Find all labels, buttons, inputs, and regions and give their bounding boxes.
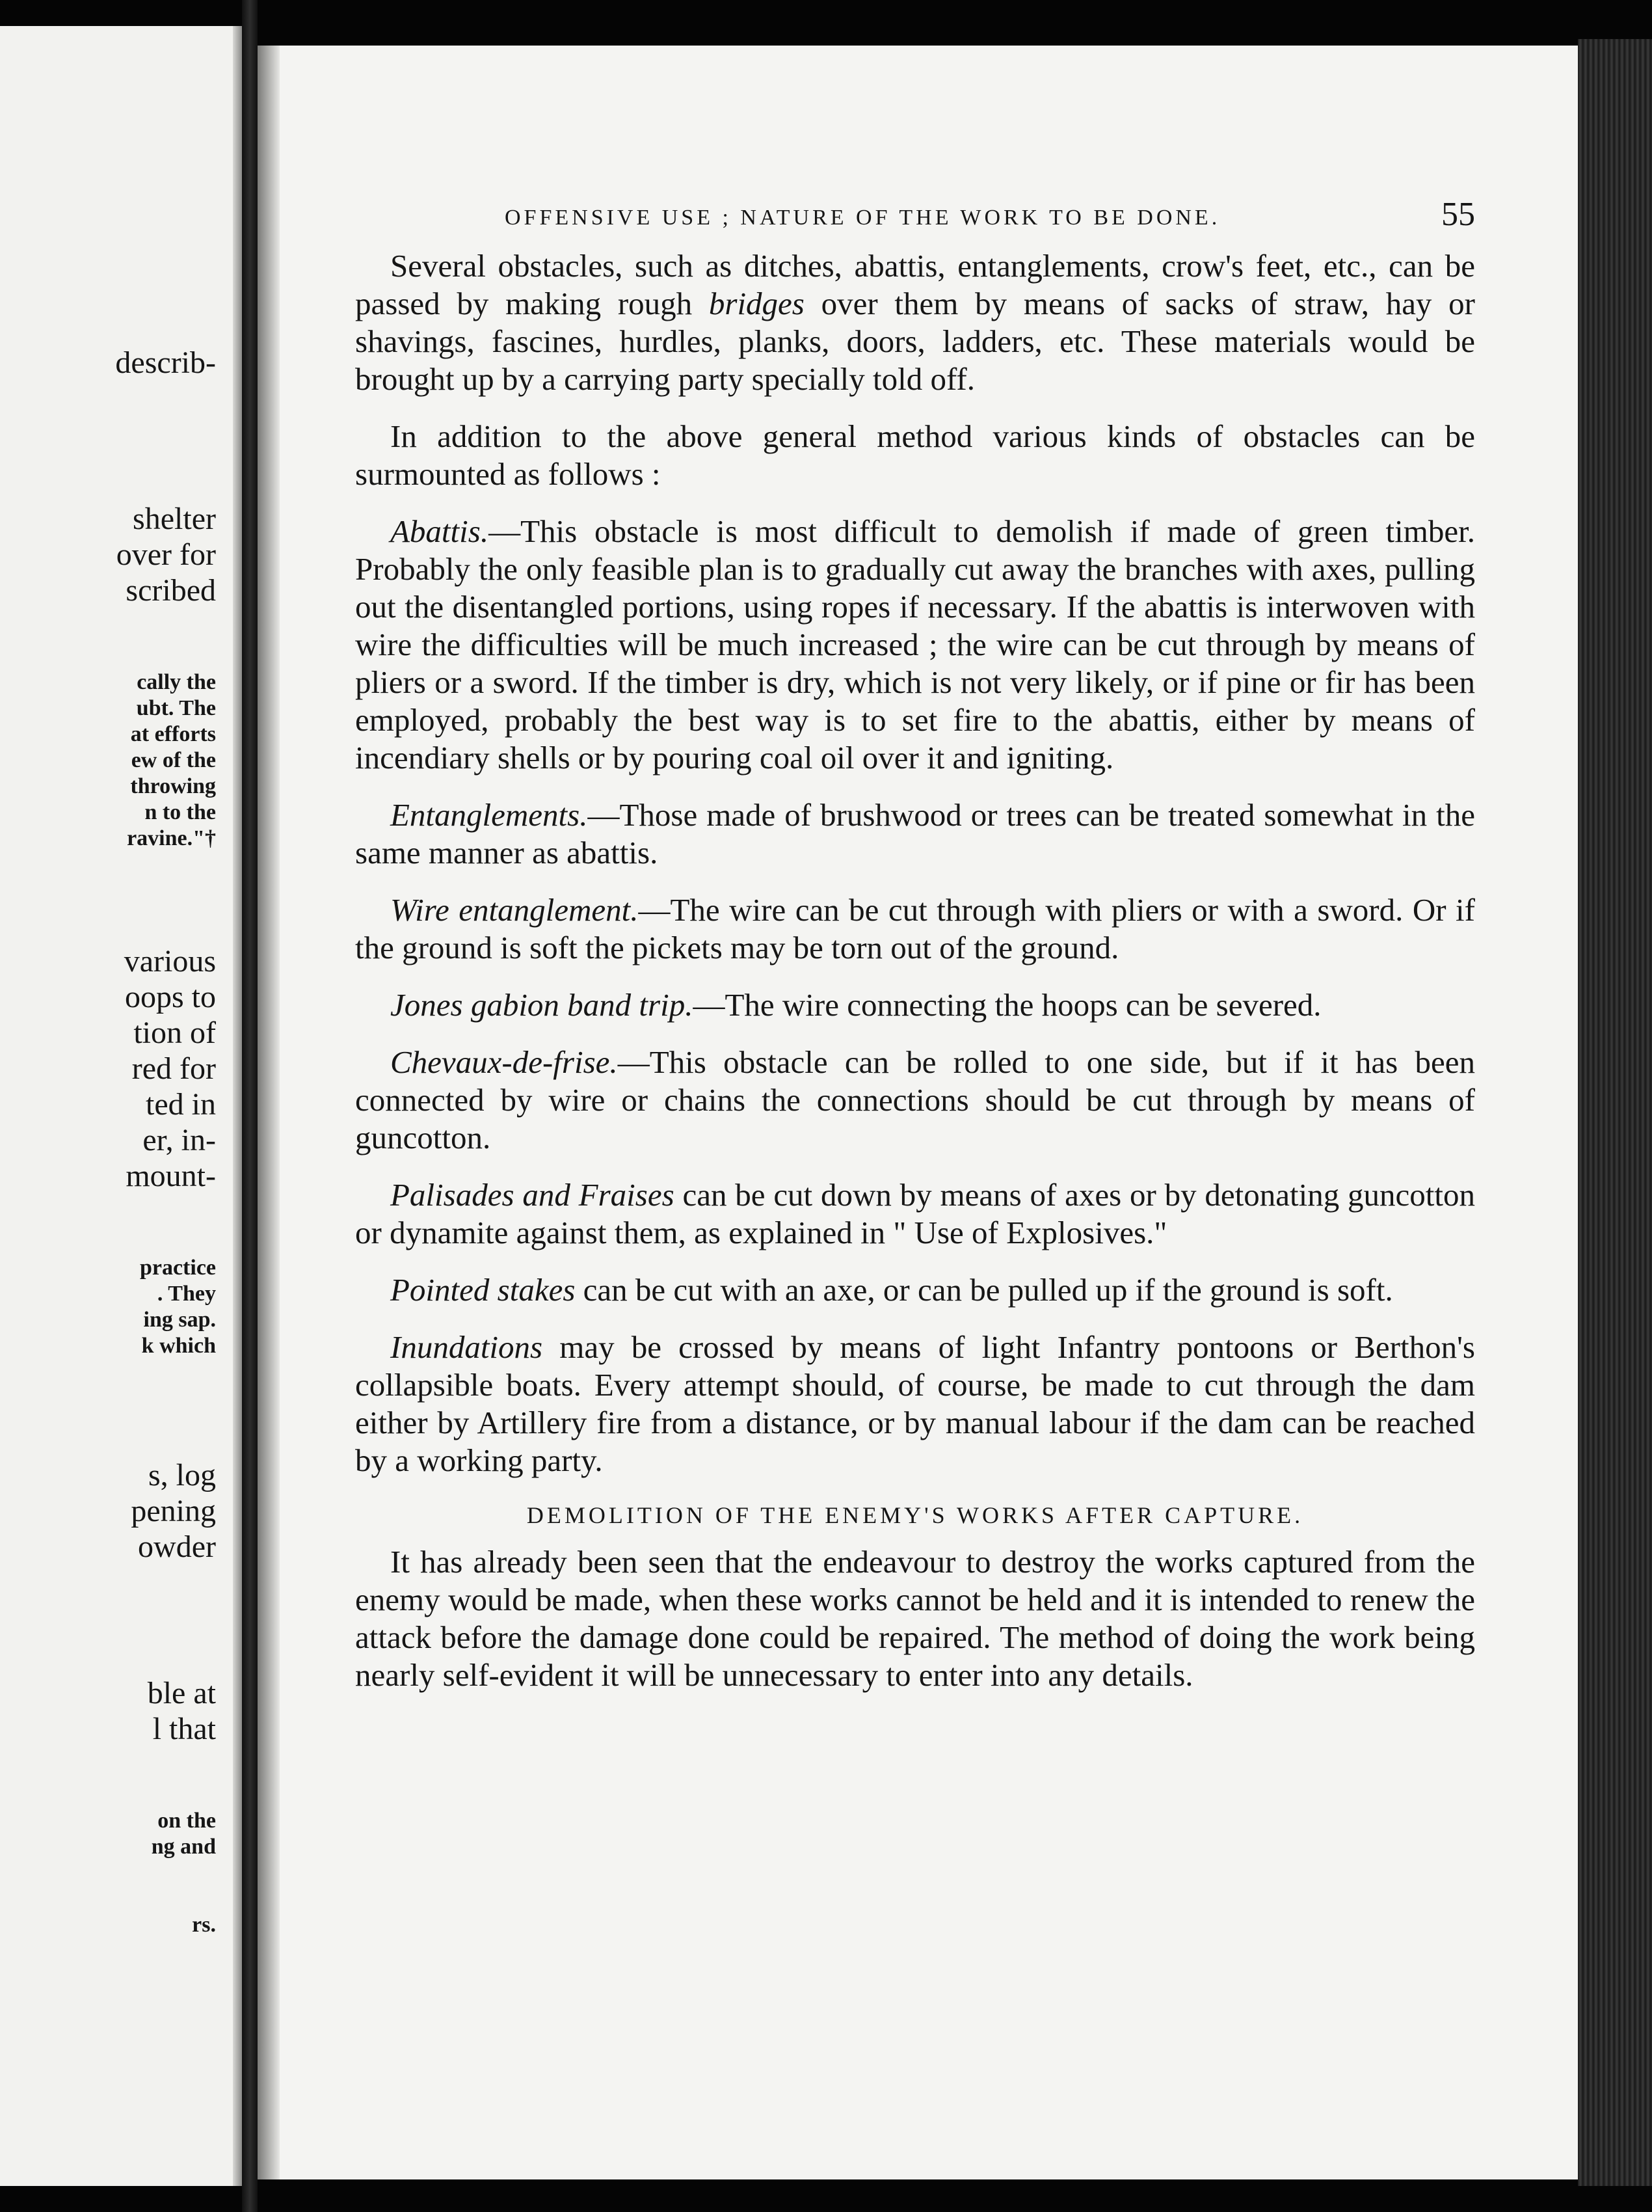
lead-palisades: Palisades and Fraises: [390, 1177, 674, 1213]
paragraph-inundations: Inundations may be crossed by means of light Infantry pontoons or Berthon's collapsible boats. Every attempt should, of course, be made to cut through the dam either by Artillery fire from a distance, or by manual labour if the dam can be reached by a working party.: [355, 1329, 1475, 1478]
left-page-fragment: tion of: [133, 1016, 216, 1050]
left-page-fragment: various: [124, 944, 216, 978]
lead-abattis: Abattis.: [390, 513, 489, 549]
left-page-fragment: rs.: [192, 1913, 216, 1937]
lead-jones-gabion: Jones gabion band trip.: [390, 987, 693, 1023]
paragraph-wire-entanglement: Wire entanglement.—The wire can be cut through with pliers or with a sword. Or if the ground is soft the pickets may be torn out of the ground.: [355, 892, 1475, 965]
left-page-fragment: ted in: [146, 1087, 216, 1122]
right-page-spine-shadow: [258, 46, 280, 2179]
paragraph-bridges: Several obstacles, such as ditches, abattis, entanglements, crow's feet, etc., can be passed by making rough bridges over them by means of sacks of straw, hay or shavings, fascines, hurdles, planks, doors, ladders, etc. These materials would be brought up by a carrying party specially told off.: [355, 248, 1475, 397]
left-page-fragment: n to the: [144, 800, 216, 824]
page-block-edge: [1578, 39, 1652, 2186]
left-page-fragment: l that: [152, 1712, 216, 1746]
left-page-fragment: cally the: [137, 670, 216, 694]
running-head: [440, 195, 1475, 247]
left-page-fragment: on the: [157, 1809, 216, 1833]
left-page-fragment: er, in-: [142, 1123, 216, 1157]
left-page-fragment: ew of the: [131, 748, 216, 772]
page-content: [355, 195, 1475, 1714]
left-page-fragment: . They: [157, 1282, 216, 1306]
paragraph-general-method: In addition to the above general method various kinds of obstacles can be surmounted as follows :: [355, 418, 1475, 492]
lead-entanglements: Entanglements.: [390, 797, 588, 833]
left-page-fragment: at efforts: [130, 722, 216, 746]
left-page-fragment: mount-: [126, 1159, 216, 1193]
lead-wire-entanglement: Wire entanglement.: [390, 892, 639, 928]
left-page-fragment: s, log: [148, 1458, 216, 1492]
running-head-title: OFFENSIVE USE ; NATURE OF THE WORK TO BE DONE.: [505, 206, 1221, 230]
lead-pointed-stakes: Pointed stakes: [390, 1272, 576, 1308]
left-page-fragment: throwing: [130, 774, 216, 798]
left-page-fragment: ubt. The: [136, 696, 216, 720]
paragraph-chevaux-de-frise: Chevaux-de-frise.—This obstacle can be rolled to one side, but if it has been connected by wire or chains the connections should be cut through by means of guncotton.: [355, 1044, 1475, 1155]
paragraph-palisades: Palisades and Fraises can be cut down by means of axes or by detonating guncotton or dynamite against them, as explained in " Use of Explosives.": [355, 1177, 1475, 1250]
page-number: 55: [1441, 196, 1475, 233]
left-page-fragment: pening: [131, 1494, 216, 1528]
left-page-fragment: describ-: [115, 345, 216, 380]
left-page-text-fragments: [0, 26, 242, 2186]
right-page: [258, 46, 1578, 2179]
paragraph-demolition: It has already been seen that the endeavour to destroy the works captured from the enemy would be made, when these works cannot be held and it is intended to renew the attack before the damage done could be repaired. The method of doing the work being nearly self-evident it will be unnecessary to enter into any details.: [355, 1544, 1475, 1693]
italic-bridges: bridges: [708, 286, 805, 321]
left-page-fragment: practice: [139, 1256, 216, 1280]
section-heading: DEMOLITION OF THE ENEMY'S WORKS AFTER CAPTURE.: [526, 1502, 1304, 1528]
left-page-fragment: shelter: [133, 502, 216, 536]
left-page-fragment: oops to: [124, 980, 216, 1014]
paragraph-pointed-stakes: Pointed stakes can be cut with an axe, or can be pulled up if the ground is soft.: [390, 1272, 1393, 1308]
left-page-gutter-shadow: [233, 26, 242, 2186]
book-gutter: [242, 0, 258, 2212]
lead-inundations: Inundations: [390, 1329, 543, 1365]
left-page-fragment: over for: [116, 537, 216, 572]
left-page-fragment: ng and: [151, 1835, 216, 1859]
left-page-fragment: ble at: [147, 1676, 216, 1710]
lead-chevaux-de-frise: Chevaux-de-frise.: [390, 1044, 618, 1080]
left-page-fragment: ing sap.: [143, 1308, 216, 1332]
left-page: [0, 26, 242, 2186]
left-page-fragment: ravine."†: [127, 826, 216, 850]
left-page-fragment: red for: [131, 1051, 216, 1086]
paragraph-entanglements: Entanglements.—Those made of brushwood or trees can be treated somewhat in the same manner as abattis.: [355, 797, 1475, 870]
paragraph-abattis: Abattis.—This obstacle is most difficult to demolish if made of green timber. Probably the only feasible plan is to gradually cut away the branches with axes, pulling out the disentangled portions, using ropes if necessary. If the abattis is interwoven with wire the difficulties will be much increased ; the wire can be cut through by means of pliers or a sword. If the timber is dry, which is not very likely, or if pine or fir has been employed, probably the best way is to set fire to the abattis, either by means of incendiary shells or by pouring coal oil over it and igniting.: [355, 513, 1475, 776]
left-page-fragment: owder: [138, 1530, 216, 1564]
paragraph-jones-gabion: Jones gabion band trip.—The wire connecting the hoops can be severed.: [390, 987, 1322, 1023]
left-page-fragment: scribed: [126, 573, 216, 608]
left-page-fragment: k which: [141, 1334, 216, 1358]
